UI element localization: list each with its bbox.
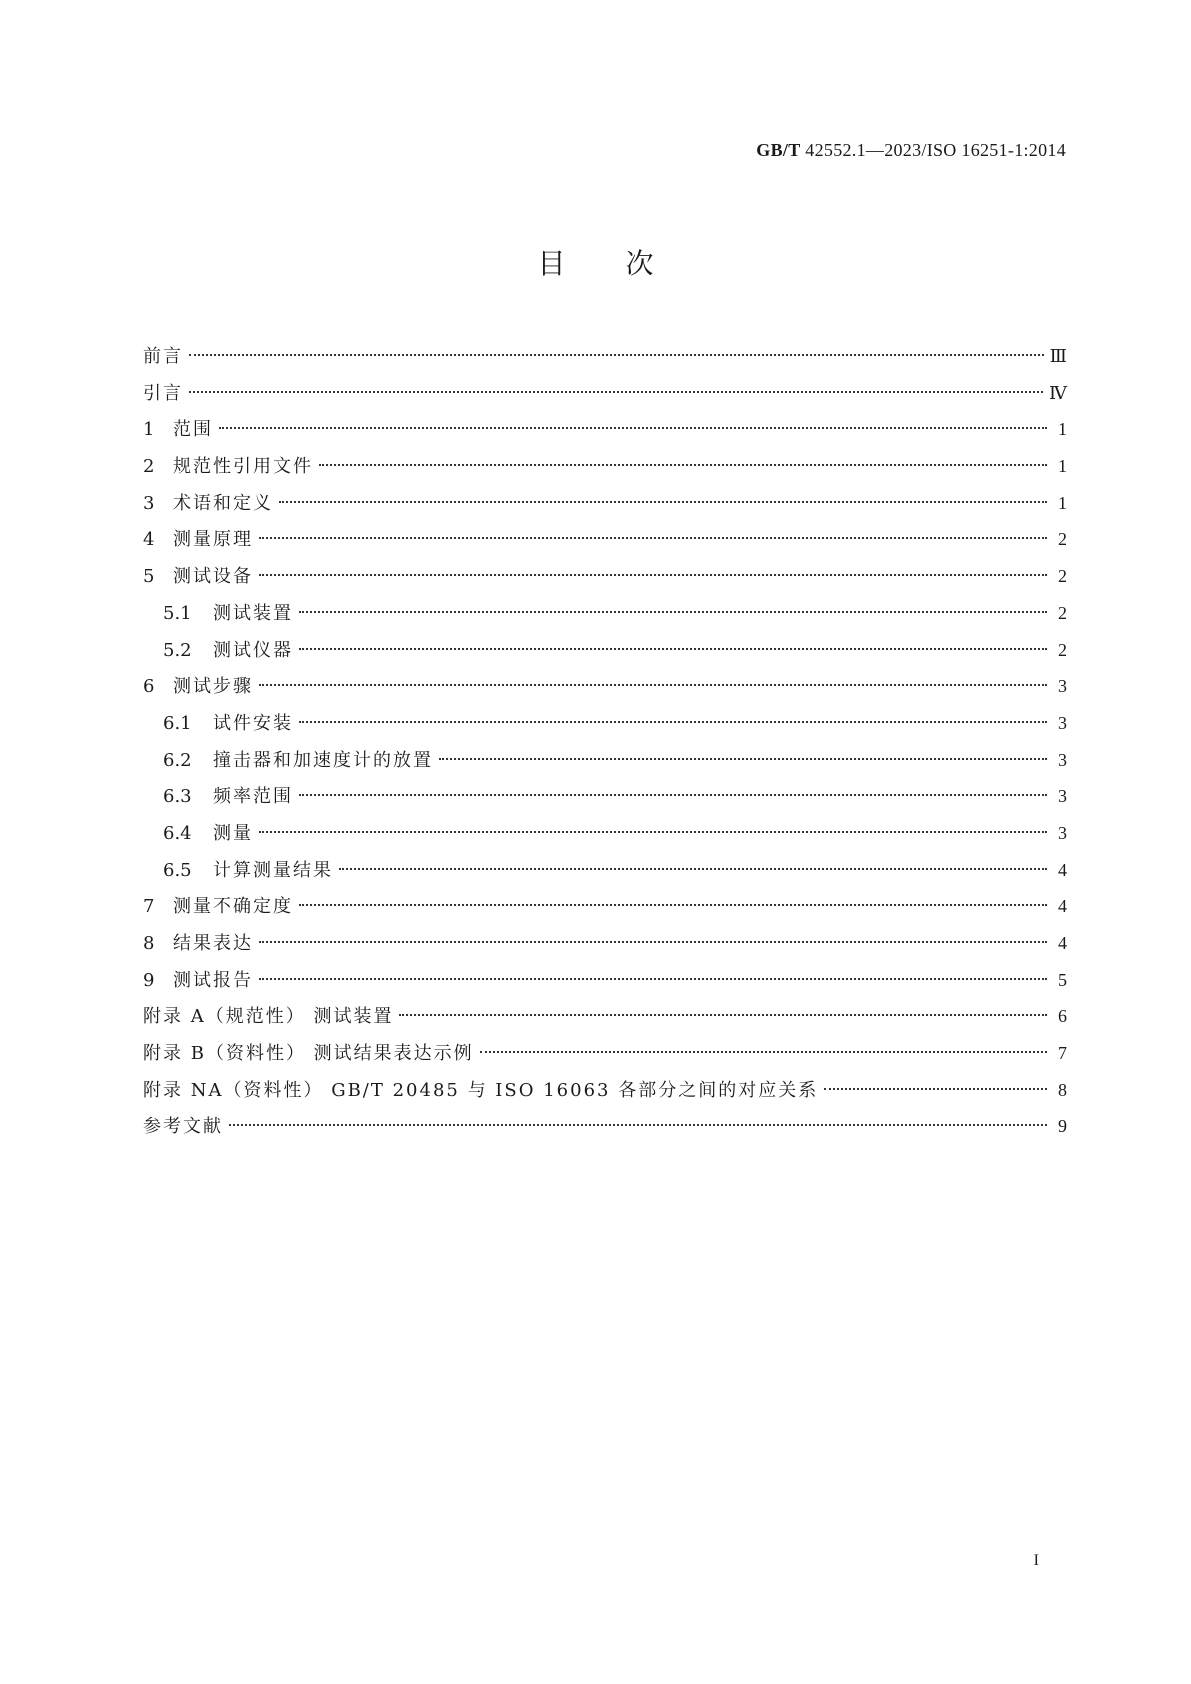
toc-entry[interactable] (143, 815, 1067, 852)
toc-entry[interactable] (143, 668, 1067, 705)
toc-leader-dots (189, 354, 1044, 356)
table-of-contents (143, 338, 1067, 1145)
toc-entry-number: 6.3 (163, 786, 192, 808)
toc-entry-title: 范围 (173, 419, 213, 441)
toc-leader-dots (439, 758, 1047, 760)
toc-leader-dots (259, 574, 1047, 576)
page-title: 目次 (537, 247, 714, 280)
toc-entry[interactable] (143, 742, 1067, 779)
toc-entry-title: 结果表达 (173, 933, 253, 954)
toc-leader-dots (259, 684, 1047, 686)
toc-leader-dots (259, 537, 1047, 539)
toc-entry-title: 规范性引用文件 (173, 456, 313, 478)
toc-entry[interactable] (143, 852, 1067, 889)
toc-leader-dots (299, 648, 1047, 650)
toc-leader-dots (259, 831, 1047, 833)
toc-entry-title: 术语和定义 (173, 492, 273, 514)
toc-leader-dots (339, 868, 1047, 870)
toc-entry-title: 频率范围 (213, 786, 293, 808)
toc-entry-number: 7 (143, 896, 155, 918)
toc-entry[interactable] (143, 1035, 1067, 1072)
toc-entry[interactable] (143, 705, 1067, 742)
toc-leader-dots (480, 1051, 1047, 1053)
toc-entry-number: 8 (143, 933, 155, 954)
toc-entry-number: 5.2 (163, 639, 192, 661)
toc-leader-dots (299, 794, 1047, 796)
toc-entry-title: 测试设备 (173, 566, 253, 588)
toc-leader-dots (299, 721, 1047, 723)
toc-entry-title: 测试装置 (213, 602, 293, 624)
toc-entry-page: 1 (1058, 492, 1067, 513)
toc-entry-title: 测量 (213, 822, 253, 844)
toc-entry-number: 2 (143, 456, 155, 478)
toc-entry[interactable] (143, 558, 1067, 595)
document-code-prefix: GB/T (756, 140, 801, 160)
toc-entry-title: 试件安装 (213, 712, 293, 734)
toc-leader-dots (299, 611, 1047, 613)
toc-entry[interactable] (143, 338, 1067, 375)
document-code (756, 140, 1066, 161)
toc-leader-dots (299, 904, 1047, 906)
toc-entry-number: 6.4 (163, 822, 192, 844)
toc-entry[interactable] (143, 998, 1067, 1035)
toc-entry-title: 测试步骤 (173, 676, 253, 698)
toc-entry-page: Ⅲ (1049, 346, 1067, 366)
toc-entry-title: 测试报告 (173, 969, 253, 991)
toc-leader-dots (219, 427, 1047, 429)
toc-entry-number: 6.5 (163, 859, 192, 881)
toc-entry[interactable] (143, 411, 1067, 448)
toc-leader-dots (399, 1014, 1047, 1016)
toc-entry[interactable] (143, 485, 1067, 522)
toc-entry-title: 引言 (143, 382, 183, 404)
toc-entry-page: 3 (1058, 749, 1067, 770)
toc-entry-number: 5 (143, 566, 155, 588)
toc-entry-title: 测量原理 (173, 529, 253, 551)
toc-entry-page: 8 (1058, 1079, 1067, 1100)
toc-entry-number: 9 (143, 969, 155, 991)
toc-entry-page: 1 (1058, 456, 1067, 477)
toc-entry[interactable] (143, 778, 1067, 815)
toc-entry[interactable] (143, 632, 1067, 669)
toc-entry[interactable] (143, 595, 1067, 632)
toc-entry-page: 3 (1058, 676, 1067, 697)
toc-entry-number: 4 (143, 529, 155, 551)
toc-entry-page: Ⅳ (1049, 382, 1067, 403)
toc-entry-number: 1 (143, 419, 155, 441)
toc-entry-page: 1 (1058, 419, 1067, 440)
toc-entry-page: 4 (1058, 859, 1067, 880)
toc-entry[interactable] (143, 1072, 1067, 1109)
toc-entry[interactable] (143, 888, 1067, 925)
toc-entry-page: 2 (1058, 529, 1067, 550)
toc-entry-page: 2 (1058, 602, 1067, 623)
toc-entry-title: 测量不确定度 (173, 896, 293, 918)
toc-entry-title: 附录 A（规范性） 测试装置 (143, 1006, 394, 1028)
toc-entry-page: 9 (1058, 1116, 1067, 1137)
toc-leader-dots (189, 391, 1043, 393)
toc-entry-title: 前言 (143, 346, 183, 367)
toc-entry[interactable] (143, 962, 1067, 999)
toc-entry-page: 3 (1058, 786, 1067, 807)
toc-leader-dots (259, 978, 1047, 980)
toc-entry-title: 参考文献 (143, 1116, 223, 1138)
toc-leader-dots (259, 941, 1047, 943)
toc-leader-dots (319, 464, 1047, 466)
toc-entry-page: 4 (1058, 896, 1067, 917)
toc-entry-number: 6.1 (163, 712, 192, 734)
document-code-rest: 42552.1—2023/ISO 16251-1:2014 (800, 140, 1066, 160)
toc-entry-title: 撞击器和加速度计的放置 (213, 749, 433, 771)
toc-entry[interactable] (143, 448, 1067, 485)
toc-entry-number: 6 (143, 676, 155, 698)
toc-entry-page: 3 (1058, 712, 1067, 733)
toc-entry-page: 5 (1058, 969, 1067, 990)
toc-entry-title: 测试仪器 (213, 639, 293, 661)
toc-leader-dots (229, 1124, 1047, 1126)
toc-entry-number: 6.2 (163, 749, 192, 771)
toc-leader-dots (279, 501, 1047, 503)
toc-entry-page: 6 (1058, 1006, 1067, 1027)
toc-leader-dots (824, 1088, 1047, 1090)
toc-entry[interactable] (143, 521, 1067, 558)
toc-entry-number: 3 (143, 492, 155, 514)
toc-entry[interactable] (143, 375, 1067, 412)
toc-entry-title: 计算测量结果 (213, 859, 333, 881)
toc-entry[interactable] (143, 1108, 1067, 1145)
toc-entry-page: 2 (1058, 566, 1067, 587)
toc-entry-title: 附录 B（资料性） 测试结果表达示例 (143, 1043, 474, 1065)
toc-entry-page: 2 (1058, 639, 1067, 660)
toc-entry-number: 5.1 (163, 602, 192, 624)
toc-entry-page: 4 (1058, 933, 1067, 953)
toc-entry[interactable] (143, 925, 1067, 962)
page-number: I (1033, 1552, 1039, 1569)
toc-entry-page: 7 (1058, 1043, 1067, 1064)
toc-entry-title: 附录 NA（资料性） GB/T 20485 与 ISO 16063 各部分之间的对应关系 (143, 1079, 819, 1101)
toc-entry-page: 3 (1058, 822, 1067, 843)
